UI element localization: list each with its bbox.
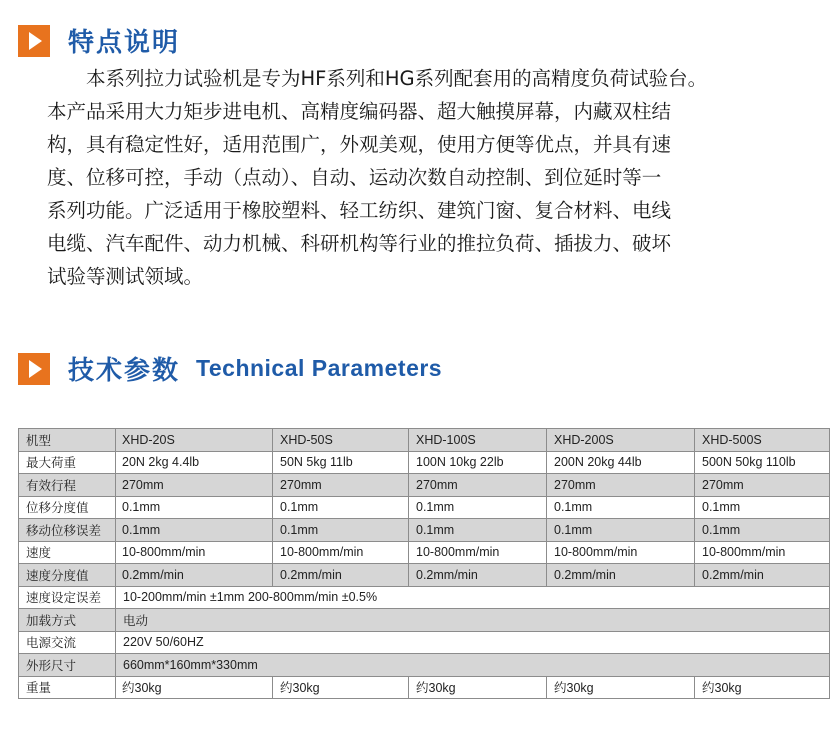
table-row: [19, 676, 830, 699]
table-row: [19, 564, 830, 587]
table-cell: XHD-50S: [273, 429, 409, 452]
table-cell: 0.2mm/min: [695, 564, 830, 587]
table-row: [19, 586, 830, 609]
params-title: 技术参数: [68, 356, 181, 386]
table-cell: 0.1mm: [273, 496, 409, 519]
params-heading: [18, 350, 442, 387]
table-cell: 0.1mm: [409, 519, 547, 542]
description-line: 构，具有稳定性好，适用范围广，外观美观，使用方便等优点，并具有速: [47, 133, 672, 156]
table-cell: 10-800mm/min: [409, 541, 547, 564]
features-heading: [18, 22, 180, 59]
play-triangle-icon: [18, 353, 50, 385]
row-label: 最大荷重: [19, 451, 116, 474]
table-cell: 10-800mm/min: [273, 541, 409, 564]
table-cell: 0.1mm: [695, 519, 830, 542]
row-label: 机型: [19, 429, 116, 452]
table-cell: 约30kg: [273, 676, 409, 699]
table-cell: 0.1mm: [409, 496, 547, 519]
row-label: 电源交流: [19, 631, 116, 654]
table-row: [19, 609, 830, 632]
table-cell: 270mm: [273, 474, 409, 497]
row-label: 外形尺寸: [19, 654, 116, 677]
features-description: [47, 62, 807, 293]
row-label: 位移分度值: [19, 496, 116, 519]
table-cell: XHD-500S: [695, 429, 830, 452]
table-cell: 0.2mm/min: [547, 564, 695, 587]
table-cell: 约30kg: [409, 676, 547, 699]
table-cell: 50N 5kg 11lb: [273, 451, 409, 474]
table-cell-merged: 10-200mm/min ±1mm 200-800mm/min ±0.5%: [116, 586, 830, 609]
table-row: [19, 519, 830, 542]
table-row: [19, 451, 830, 474]
table-cell: 20N 2kg 4.4lb: [116, 451, 273, 474]
table-cell: 0.2mm/min: [409, 564, 547, 587]
table-cell-merged: 电动: [116, 609, 830, 632]
table-cell: 0.1mm: [116, 496, 273, 519]
table-cell: 10-800mm/min: [116, 541, 273, 564]
table-cell: 0.1mm: [116, 519, 273, 542]
table-cell-merged: 220V 50/60HZ: [116, 631, 830, 654]
table-cell: 约30kg: [547, 676, 695, 699]
row-label: 速度设定误差: [19, 586, 116, 609]
play-triangle-icon: [18, 25, 50, 57]
description-line: 试验等测试领域。: [47, 265, 204, 288]
table-cell: 270mm: [409, 474, 547, 497]
description-line: 系列功能。广泛适用于橡胶塑料、轻工纺织、建筑门窗、复合材料、电线: [47, 199, 672, 222]
table-cell: 270mm: [116, 474, 273, 497]
description-line: 电缆、汽车配件、动力机械、科研机构等行业的推拉负荷、插拔力、破坏: [47, 232, 672, 255]
row-label: 速度: [19, 541, 116, 564]
row-label: 有效行程: [19, 474, 116, 497]
table-cell: 100N 10kg 22lb: [409, 451, 547, 474]
table-cell: XHD-20S: [116, 429, 273, 452]
table-row: [19, 631, 830, 654]
table-row: [19, 474, 830, 497]
description-line: 本系列拉力试验机是专为HF系列和HG系列配套用的高精度负荷试验台。: [86, 67, 708, 90]
table-cell: 0.1mm: [273, 519, 409, 542]
table-cell: 270mm: [547, 474, 695, 497]
row-label: 重量: [19, 676, 116, 699]
table-cell: 0.2mm/min: [116, 564, 273, 587]
features-title: 特点说明: [68, 28, 181, 58]
table-cell: 约30kg: [116, 676, 273, 699]
table-row: [19, 429, 830, 452]
description-line: 度、位移可控，手动（点动）、自动、运动次数自动控制、到位延时等一: [47, 166, 662, 189]
table-cell: 0.1mm: [547, 496, 695, 519]
table-cell-merged: 660mm*160mm*330mm: [116, 654, 830, 677]
params-subtitle: Technical Parameters: [196, 355, 443, 381]
table-row: [19, 541, 830, 564]
table-cell: 200N 20kg 44lb: [547, 451, 695, 474]
table-cell: XHD-100S: [409, 429, 547, 452]
table-cell: 270mm: [695, 474, 830, 497]
parameters-table: [18, 428, 830, 699]
table-cell: 0.1mm: [695, 496, 830, 519]
table-cell: 约30kg: [695, 676, 830, 699]
row-label: 加载方式: [19, 609, 116, 632]
table-row: [19, 496, 830, 519]
description-line: 本产品采用大力矩步进电机、高精度编码器、超大触摸屏幕，内藏双柱结: [47, 100, 672, 123]
row-label: 速度分度值: [19, 564, 116, 587]
table-cell: 10-800mm/min: [547, 541, 695, 564]
table-cell: XHD-200S: [547, 429, 695, 452]
table-row: [19, 654, 830, 677]
table-cell: 0.2mm/min: [273, 564, 409, 587]
table-cell: 10-800mm/min: [695, 541, 830, 564]
table-cell: 0.1mm: [547, 519, 695, 542]
row-label: 移动位移误差: [19, 519, 116, 542]
table-cell: 500N 50kg 110lb: [695, 451, 830, 474]
